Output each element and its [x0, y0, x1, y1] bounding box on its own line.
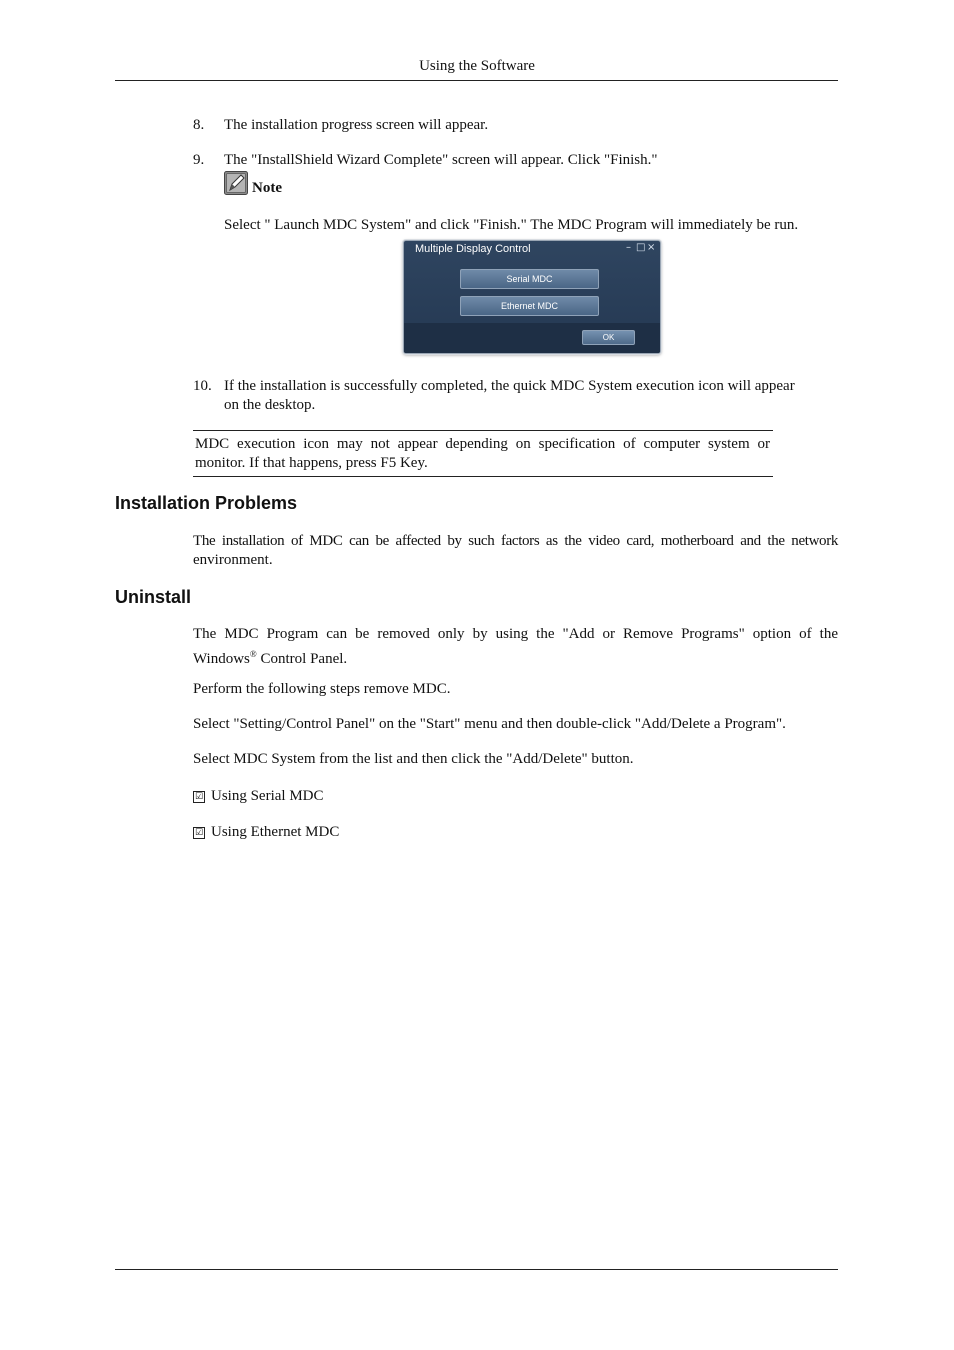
note-box-bottom-rule [193, 476, 773, 477]
boxed-note-line: monitor. If that happens, press F5 Key. [195, 455, 428, 471]
registered-mark: ® [249, 649, 257, 659]
dialog-title: Multiple Display Control [415, 243, 531, 255]
step-number: 8. [193, 117, 205, 133]
step-text: The installation progress screen will appear. [224, 117, 489, 133]
link-using-serial-mdc[interactable] [193, 787, 324, 806]
paragraph: environment. [193, 552, 273, 568]
close-icon[interactable]: × [647, 242, 656, 253]
ok-button[interactable]: OK [582, 330, 635, 345]
boxed-note-line: MDC execution icon may not appear depending on specification of computer system or [195, 436, 770, 452]
note-text: Select " Launch MDC System" and click "Finish." The MDC Program will immediately be run. [224, 217, 799, 233]
footer-divider [115, 1269, 838, 1270]
paragraph: The installation of MDC can be affected by such factors as the video card, motherboard and the network [193, 533, 838, 549]
link-using-ethernet-mdc[interactable] [193, 823, 339, 842]
section-heading: Uninstall [115, 587, 192, 607]
step-number: 10. [193, 378, 212, 394]
note-label: Note [252, 180, 282, 196]
page-header-title: Using the Software [419, 58, 535, 74]
step-text: The "InstallShield Wizard Complete" screen will appear. Click "Finish." [224, 152, 658, 168]
serial-mdc-button[interactable]: Serial MDC [460, 269, 599, 289]
paragraph: The MDC Program can be removed only by using the "Add or Remove Programs" option of the [193, 626, 838, 642]
header-divider [115, 80, 838, 81]
paragraph [193, 645, 347, 669]
paragraph: Select MDC System from the list and then click the "Add/Delete" button. [193, 751, 634, 767]
minimize-icon[interactable]: – [626, 242, 631, 253]
step-text: If the installation is successfully completed, the quick MDC System execution icon will appear [224, 378, 795, 394]
link-label: Using Serial MDC [211, 788, 324, 804]
paragraph: Perform the following steps remove MDC. [193, 681, 451, 697]
mdc-dialog-screenshot [403, 240, 661, 354]
section-heading: Installation Problems [115, 493, 298, 513]
note-box-top-rule [193, 430, 773, 431]
step-text-continued: on the desktop. [224, 397, 316, 413]
checkbox-icon: ☑ [194, 827, 204, 838]
control-panel-text: Control Panel. [256, 651, 348, 667]
checkbox-icon: ☑ [194, 791, 204, 802]
dialog-footer [404, 323, 660, 353]
maximize-icon[interactable]: □ [636, 242, 646, 253]
link-label: Using Ethernet MDC [211, 824, 340, 840]
paragraph: Select "Setting/Control Panel" on the "Start" menu and then double-click "Add/Delete a Program". [193, 716, 786, 732]
step-number: 9. [193, 152, 205, 168]
ethernet-mdc-button[interactable]: Ethernet MDC [460, 296, 599, 316]
windows-text: Windows [193, 651, 250, 667]
note-pencil-icon [224, 171, 248, 195]
